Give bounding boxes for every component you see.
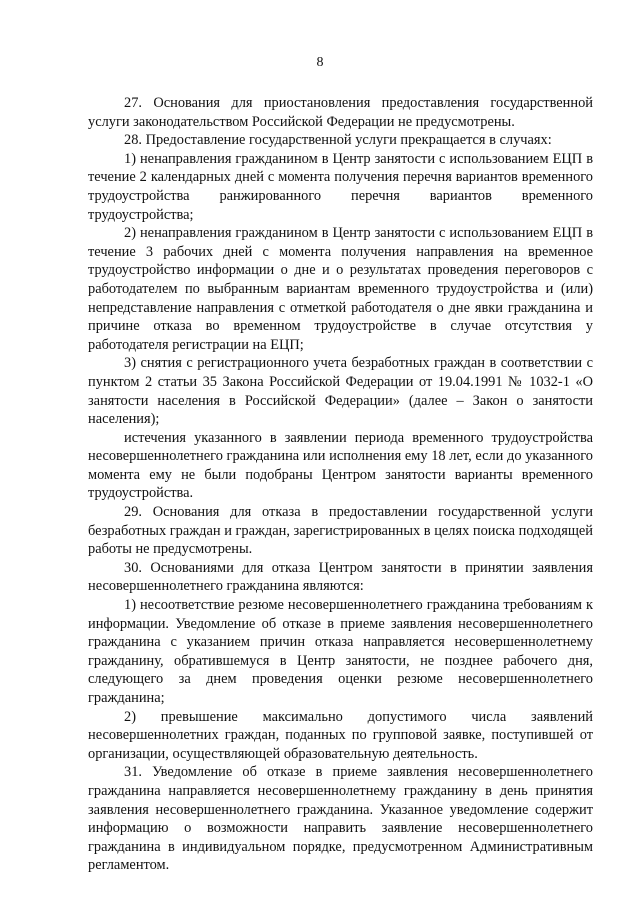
- paragraph-30-item-2: 2) превышение максимально допустимого числа заявлений несовершеннолетних граждан, поданных по групповой заявке, поступившей от организации, осуществляющей образовательную деятельность.: [88, 708, 593, 762]
- page-number: 8: [316, 55, 324, 70]
- paragraph-31: 31. Уведомление об отказе в приеме заявления несовершеннолетнего гражданина направляется несовершеннолетнему гражданину в день принятия заявления несовершеннолетнего гражданина. Указанное уведомление содержит информацию о возможности направить заявление несовершеннолетнего гражданина в индивидуальном порядке, предусмотренном Административным регламентом.: [88, 764, 593, 874]
- paragraph-28-item-4: истечения указанного в заявлении периода временного трудоустройства несовершеннолетнего гражданина или исполнения ему 18 лет, если до указанного момента ему не были подобраны Центром занятости варианты временного трудоустройства.: [88, 429, 593, 502]
- paragraph-30-item-1: 1) несоответствие резюме несовершеннолетнего гражданина требованиям к информации. Уведомление об отказе в приеме заявления несовершеннолетнего гражданина с указанием причин отказа направляется несовершеннолетнему гражданину, обратившемуся в Центр занятости, не позднее рабочего дня, следующего за днем проведения оценки резюме несовершеннолетнего гражданина;: [88, 597, 593, 706]
- paragraph-30: 30. Основаниями для отказа Центром занятости в принятии заявления несовершеннолетнего гражданина являются:: [88, 559, 593, 595]
- paragraph-29: 29. Основания для отказа в предоставлении государственной услуги безработных граждан и граждан, зарегистрированных в целях поиска подходящей работы не предусмотрены.: [88, 504, 593, 558]
- paragraph-28-item-3: 3) снятия с регистрационного учета безработных граждан в соответствии с пунктом 2 статьи 35 Закона Российской Федерации от 19.04.1991 № 1032-1 «О занятости населения в Российской Федерации» (далее – Закон о занятости населения);: [88, 355, 593, 428]
- paragraph-27: 27. Основания для приостановления предоставления государственной услуги законодательством Российской Федерации не предусмотрены.: [88, 95, 593, 130]
- paragraph-28: 28. Предоставление государственной услуги прекращается в случаях:: [124, 132, 552, 149]
- paragraph-28-item-1: 1) ненаправления гражданином в Центр занятости с использованием ЕЦП в течение 2 календарных дней с момента получения перечня вариантов временного трудоустройства ранжированного перечня вариантов временного трудоустройства;: [88, 150, 593, 223]
- paragraph-28-item-2: 2) ненаправления гражданином в Центр занятости с использованием ЕЦП в течение 3 рабочих дней с момента получения направления на временное трудоустройство информации о дне и о результатах проведения переговоров с работодателем по выбранным вариантам временного трудоустройства и (или) непредставление направления с отметкой работодателя о дне явки гражданина и причине отказа во временном трудоустройстве в случае отсутствия у работодателя регистрации на ЕЦП;: [88, 225, 593, 353]
- document-body: [88, 94, 593, 875]
